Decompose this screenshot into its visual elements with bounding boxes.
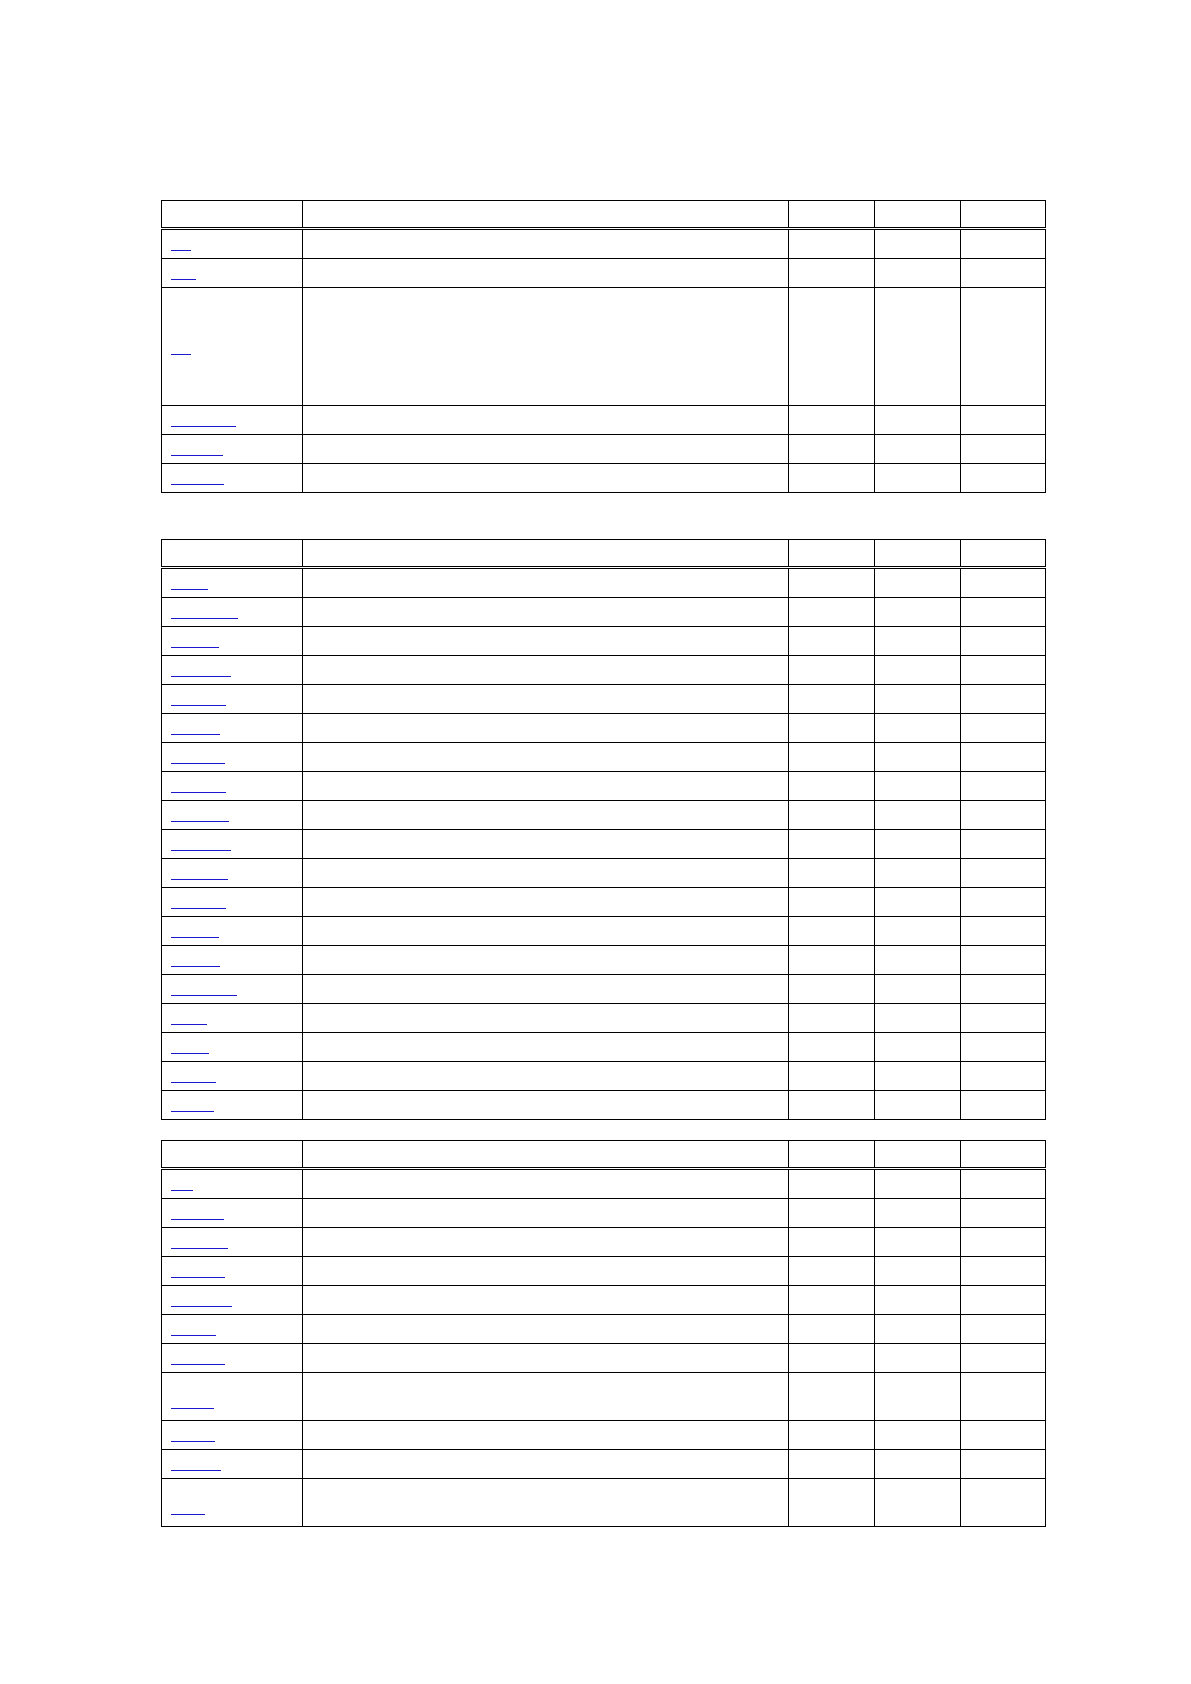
table-cell [789, 859, 875, 888]
row-link[interactable] [171, 270, 196, 280]
row-link[interactable] [171, 1355, 225, 1365]
row-link[interactable] [171, 1432, 215, 1442]
table-cell [875, 598, 961, 627]
table-cell [789, 1421, 875, 1450]
table-cell [875, 568, 961, 598]
table-cell [303, 435, 789, 464]
link-cell [162, 685, 303, 714]
link-cell [162, 259, 303, 288]
link-cell [162, 1315, 303, 1344]
table-cell [875, 464, 961, 493]
table-row [162, 975, 1046, 1004]
table-cell [789, 1286, 875, 1315]
table-cell [789, 1228, 875, 1257]
table-cell [303, 1004, 789, 1033]
header-cell [875, 1141, 961, 1169]
table-cell [789, 656, 875, 685]
table-cell [875, 1479, 961, 1527]
table-cell [875, 772, 961, 801]
header-cell [162, 1141, 303, 1169]
table-cell [961, 685, 1046, 714]
header-cell [162, 540, 303, 568]
link-cell [162, 1091, 303, 1120]
table-cell [789, 598, 875, 627]
link-cell [162, 288, 303, 406]
table-cell [961, 656, 1046, 685]
table-cell [875, 1315, 961, 1344]
link-cell [162, 1033, 303, 1062]
table-cell [961, 598, 1046, 627]
table-row [162, 568, 1046, 598]
table-cell [875, 435, 961, 464]
table-cell [961, 1315, 1046, 1344]
table-cell [961, 859, 1046, 888]
row-link[interactable] [171, 928, 219, 938]
table-cell [303, 1033, 789, 1062]
table-row [162, 859, 1046, 888]
table-cell [789, 1199, 875, 1228]
table-cell [789, 288, 875, 406]
table-row [162, 1315, 1046, 1344]
row-link[interactable] [171, 841, 231, 851]
table-row [162, 888, 1046, 917]
table-cell [961, 1373, 1046, 1421]
table-cell [303, 830, 789, 859]
table-cell [789, 1257, 875, 1286]
link-cell [162, 229, 303, 259]
header-cell [961, 1141, 1046, 1169]
row-link[interactable] [171, 417, 236, 427]
table-cell [303, 259, 789, 288]
table-cell [303, 888, 789, 917]
table-cell [303, 464, 789, 493]
table-row [162, 743, 1046, 772]
table-2-body [162, 540, 1046, 1120]
link-cell [162, 859, 303, 888]
row-link[interactable] [171, 1297, 232, 1307]
table-row [162, 1004, 1046, 1033]
table-cell [961, 1033, 1046, 1062]
table-row [162, 801, 1046, 830]
table-cell [789, 259, 875, 288]
row-link[interactable] [171, 241, 191, 251]
table-cell [303, 946, 789, 975]
table-row [162, 772, 1046, 801]
table-cell [875, 1169, 961, 1199]
table-row [162, 1421, 1046, 1450]
header-cell [875, 540, 961, 568]
table-cell [961, 743, 1046, 772]
table-cell [789, 1315, 875, 1344]
table-row [162, 1169, 1046, 1199]
table-cell [875, 975, 961, 1004]
table-cell [961, 888, 1046, 917]
link-cell [162, 917, 303, 946]
table-row [162, 464, 1046, 493]
table-cell [961, 288, 1046, 406]
table-cell [789, 772, 875, 801]
table-cell [875, 1199, 961, 1228]
table-cell [961, 1091, 1046, 1120]
table-cell [961, 830, 1046, 859]
link-cell [162, 627, 303, 656]
table-cell [303, 1091, 789, 1120]
table-cell [303, 801, 789, 830]
link-cell [162, 1062, 303, 1091]
row-link[interactable] [171, 1210, 224, 1220]
table-cell [789, 1004, 875, 1033]
link-cell [162, 888, 303, 917]
link-cell [162, 1450, 303, 1479]
table-cell [303, 743, 789, 772]
table-row [162, 1033, 1046, 1062]
table-cell [961, 1062, 1046, 1091]
table-cell [961, 975, 1046, 1004]
row-link[interactable] [171, 638, 219, 648]
table-cell [303, 229, 789, 259]
table-cell [875, 627, 961, 656]
table-row [162, 830, 1046, 859]
table-row [162, 1228, 1046, 1257]
row-link[interactable] [171, 957, 220, 967]
row-link[interactable] [171, 1461, 221, 1471]
table-cell [875, 830, 961, 859]
table-cell [961, 1228, 1046, 1257]
row-link[interactable] [171, 1044, 209, 1054]
table-cell [961, 464, 1046, 493]
table-row [162, 1344, 1046, 1373]
table-cell [303, 714, 789, 743]
row-link[interactable] [171, 986, 237, 996]
table-cell [875, 859, 961, 888]
table-cell [875, 1091, 961, 1120]
link-cell [162, 975, 303, 1004]
table-row [162, 946, 1046, 975]
table-cell [875, 1228, 961, 1257]
table-cell [789, 801, 875, 830]
table-cell [303, 1450, 789, 1479]
table-cell [961, 1199, 1046, 1228]
table-row [162, 229, 1046, 259]
row-link[interactable] [171, 1326, 216, 1336]
table-cell [875, 406, 961, 435]
table-cell [789, 917, 875, 946]
table-cell [789, 1091, 875, 1120]
table-cell [961, 568, 1046, 598]
row-link[interactable] [171, 783, 226, 793]
table-cell [961, 406, 1046, 435]
table-cell [961, 1450, 1046, 1479]
table-cell [875, 888, 961, 917]
table-cell [875, 1033, 961, 1062]
row-link[interactable] [171, 475, 224, 485]
table-cell [303, 1062, 789, 1091]
header-cell [875, 201, 961, 229]
link-cell [162, 1286, 303, 1315]
header-row [162, 1141, 1046, 1169]
row-link[interactable] [171, 580, 208, 590]
table-row [162, 1199, 1046, 1228]
link-cell [162, 772, 303, 801]
table-row [162, 598, 1046, 627]
link-cell [162, 568, 303, 598]
header-row [162, 201, 1046, 229]
table-cell [875, 1062, 961, 1091]
header-cell [789, 201, 875, 229]
table-row [162, 714, 1046, 743]
row-link[interactable] [171, 1073, 216, 1083]
table-cell [961, 1169, 1046, 1199]
table-row [162, 656, 1046, 685]
table-cell [875, 1286, 961, 1315]
row-link[interactable] [171, 1015, 207, 1025]
link-cell [162, 1421, 303, 1450]
header-cell [303, 1141, 789, 1169]
table-cell [789, 946, 875, 975]
table-cell [875, 946, 961, 975]
link-cell [162, 464, 303, 493]
table-cell [789, 830, 875, 859]
table-cell [789, 627, 875, 656]
table-cell [303, 1373, 789, 1421]
table-cell [303, 627, 789, 656]
header-cell [162, 201, 303, 229]
link-cell [162, 598, 303, 627]
table-2 [161, 539, 1046, 1120]
table-cell [961, 1344, 1046, 1373]
table-cell [961, 1479, 1046, 1527]
table-cell [961, 1421, 1046, 1450]
table-cell [303, 772, 789, 801]
link-cell [162, 743, 303, 772]
table-row [162, 1091, 1046, 1120]
header-cell [961, 540, 1046, 568]
row-link[interactable] [171, 446, 223, 456]
header-cell [303, 201, 789, 229]
row-link[interactable] [171, 1268, 225, 1278]
table-cell [789, 1479, 875, 1527]
row-link[interactable] [171, 1239, 228, 1249]
table-cell [961, 714, 1046, 743]
row-link[interactable] [171, 754, 225, 764]
table-cell [303, 917, 789, 946]
row-link[interactable] [171, 812, 229, 822]
table-cell [303, 406, 789, 435]
table-cell [789, 1373, 875, 1421]
table-cell [875, 656, 961, 685]
table-cell [303, 656, 789, 685]
table-cell [961, 1286, 1046, 1315]
table-cell [789, 406, 875, 435]
table-cell [789, 685, 875, 714]
table-cell [303, 685, 789, 714]
table-cell [789, 229, 875, 259]
header-cell [961, 201, 1046, 229]
link-cell [162, 1169, 303, 1199]
table-cell [789, 1344, 875, 1373]
table-1-body [162, 201, 1046, 493]
table-cell [961, 435, 1046, 464]
table-row [162, 685, 1046, 714]
table-cell [303, 598, 789, 627]
table-cell [303, 1199, 789, 1228]
table-1 [161, 200, 1046, 493]
link-cell [162, 1257, 303, 1286]
table-cell [961, 801, 1046, 830]
table-cell [875, 743, 961, 772]
link-cell [162, 656, 303, 685]
table-row [162, 288, 1046, 406]
header-cell [303, 540, 789, 568]
row-link[interactable] [171, 1399, 214, 1409]
table-cell [303, 568, 789, 598]
table-cell [303, 1344, 789, 1373]
row-link[interactable] [171, 725, 220, 735]
table-cell [303, 1479, 789, 1527]
table-cell [789, 1033, 875, 1062]
table-cell [875, 288, 961, 406]
table-cell [789, 464, 875, 493]
table-cell [303, 975, 789, 1004]
table-cell [789, 714, 875, 743]
table-cell [789, 435, 875, 464]
table-cell [875, 1450, 961, 1479]
table-cell [875, 1004, 961, 1033]
table-cell [875, 801, 961, 830]
table-cell [875, 1373, 961, 1421]
link-cell [162, 1199, 303, 1228]
link-cell [162, 946, 303, 975]
table-cell [303, 1315, 789, 1344]
table-3-body [162, 1141, 1046, 1527]
table-cell [303, 1257, 789, 1286]
header-row [162, 540, 1046, 568]
table-row [162, 259, 1046, 288]
table-cell [961, 1257, 1046, 1286]
table-row [162, 1450, 1046, 1479]
header-cell [789, 540, 875, 568]
table-cell [789, 1169, 875, 1199]
header-cell [789, 1141, 875, 1169]
table-cell [789, 975, 875, 1004]
table-cell [961, 946, 1046, 975]
table-cell [875, 1421, 961, 1450]
link-cell [162, 1228, 303, 1257]
table-cell [961, 917, 1046, 946]
link-cell [162, 406, 303, 435]
table-cell [875, 259, 961, 288]
table-cell [961, 229, 1046, 259]
table-row [162, 1062, 1046, 1091]
table-cell [961, 627, 1046, 656]
link-cell [162, 1373, 303, 1421]
link-cell [162, 714, 303, 743]
table-cell [961, 1004, 1046, 1033]
table-row [162, 917, 1046, 946]
table-cell [789, 743, 875, 772]
table-cell [789, 1450, 875, 1479]
table-cell [961, 772, 1046, 801]
row-link[interactable] [171, 899, 226, 909]
table-row [162, 435, 1046, 464]
table-row [162, 1479, 1046, 1527]
table-cell [875, 685, 961, 714]
table-cell [875, 1344, 961, 1373]
row-link[interactable] [171, 870, 228, 880]
link-cell [162, 1344, 303, 1373]
row-link[interactable] [171, 609, 238, 619]
table-cell [303, 288, 789, 406]
table-cell [875, 229, 961, 259]
table-cell [789, 888, 875, 917]
table-row [162, 1373, 1046, 1421]
table-cell [961, 259, 1046, 288]
table-cell [303, 1169, 789, 1199]
table-cell [875, 1257, 961, 1286]
table-cell [875, 917, 961, 946]
table-3 [161, 1140, 1046, 1527]
table-cell [875, 714, 961, 743]
row-link[interactable] [171, 345, 191, 355]
table-row [162, 1286, 1046, 1315]
link-cell [162, 1004, 303, 1033]
table-row [162, 627, 1046, 656]
link-cell [162, 1479, 303, 1527]
link-cell [162, 801, 303, 830]
table-row [162, 1257, 1046, 1286]
row-link[interactable] [171, 1102, 214, 1112]
table-cell [789, 568, 875, 598]
row-link[interactable] [171, 667, 231, 677]
row-link[interactable] [171, 1505, 205, 1515]
row-link[interactable] [171, 696, 226, 706]
row-link[interactable] [171, 1181, 193, 1191]
table-row [162, 406, 1046, 435]
link-cell [162, 830, 303, 859]
table-cell [789, 1062, 875, 1091]
table-cell [303, 1286, 789, 1315]
table-cell [303, 1421, 789, 1450]
table-cell [303, 859, 789, 888]
table-cell [303, 1228, 789, 1257]
link-cell [162, 435, 303, 464]
